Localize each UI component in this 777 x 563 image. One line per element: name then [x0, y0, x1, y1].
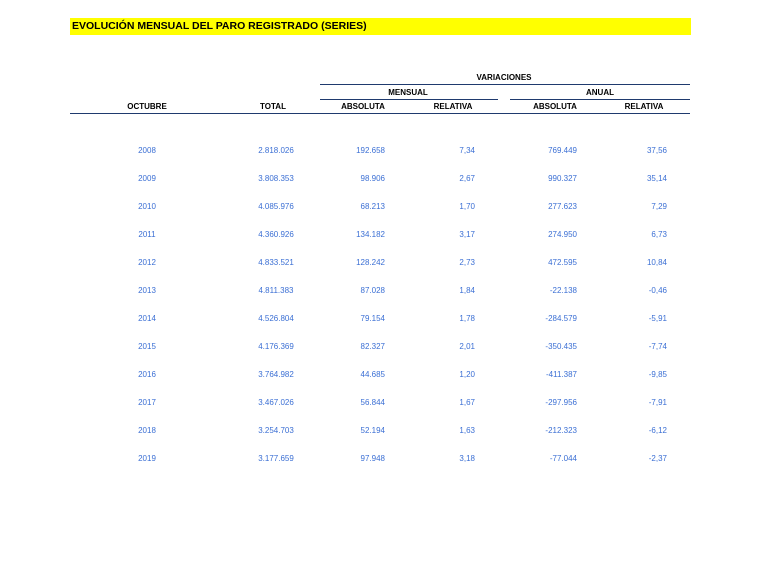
cell-anual-relativa: -2,37 — [648, 454, 667, 463]
cell-total: 4.360.926 — [258, 230, 294, 239]
cell-year: 2019 — [138, 454, 156, 463]
cell-anual-relativa: -0,46 — [648, 286, 667, 295]
cell-mensual-relativa: 2,67 — [459, 174, 475, 183]
cell-year: 2018 — [138, 426, 156, 435]
cell-anual-absoluta: -212.323 — [545, 426, 577, 435]
cell-anual-absoluta: 769.449 — [548, 146, 577, 155]
cell-anual-relativa: 35,14 — [646, 174, 667, 183]
header-rule-mensual — [320, 99, 498, 100]
cell-total: 3.177.659 — [258, 454, 294, 463]
cell-year: 2015 — [138, 342, 156, 351]
cell-mensual-absoluta: 134.182 — [356, 230, 385, 239]
cell-total: 3.467.026 — [258, 398, 294, 407]
cell-total: 2.818.026 — [258, 146, 294, 155]
cell-mensual-relativa: 1,20 — [459, 370, 475, 379]
cell-mensual-relativa: 2,73 — [459, 258, 475, 267]
cell-anual-absoluta: 990.327 — [548, 174, 577, 183]
cell-mensual-absoluta: 87.028 — [360, 286, 385, 295]
cell-mensual-relativa: 3,18 — [459, 454, 475, 463]
cell-mensual-relativa: 1,67 — [459, 398, 475, 407]
header-relativa-anual: RELATIVA — [624, 102, 664, 111]
cell-mensual-absoluta: 52.194 — [360, 426, 385, 435]
cell-mensual-absoluta: 79.154 — [360, 314, 385, 323]
cell-mensual-absoluta: 128.242 — [356, 258, 385, 267]
cell-mensual-relativa: 3,17 — [459, 230, 475, 239]
cell-mensual-absoluta: 44.685 — [360, 370, 385, 379]
page-title: EVOLUCIÓN MENSUAL DEL PARO REGISTRADO (SERIES) — [72, 20, 367, 32]
cell-total: 3.254.703 — [258, 426, 294, 435]
header-absoluta-anual: ABSOLUTA — [533, 102, 577, 111]
cell-year: 2010 — [138, 202, 156, 211]
cell-mensual-absoluta: 82.327 — [360, 342, 385, 351]
header-total: TOTAL — [260, 102, 286, 111]
cell-anual-relativa: 37,56 — [646, 146, 667, 155]
cell-mensual-absoluta: 56.844 — [360, 398, 385, 407]
cell-anual-absoluta: 472.595 — [548, 258, 577, 267]
cell-anual-absoluta: 277.623 — [548, 202, 577, 211]
cell-mensual-relativa: 1,84 — [459, 286, 475, 295]
header-rule-anual — [510, 99, 690, 100]
cell-mensual-absoluta: 97.948 — [360, 454, 385, 463]
cell-total: 3.808.353 — [258, 174, 294, 183]
cell-anual-absoluta: -284.579 — [545, 314, 577, 323]
cell-year: 2013 — [138, 286, 156, 295]
cell-mensual-relativa: 1,63 — [459, 426, 475, 435]
cell-year: 2011 — [138, 230, 156, 239]
cell-mensual-relativa: 1,78 — [459, 314, 475, 323]
cell-year: 2016 — [138, 370, 156, 379]
cell-mensual-absoluta: 68.213 — [360, 202, 385, 211]
cell-anual-relativa: -6,12 — [648, 426, 667, 435]
cell-year: 2008 — [138, 146, 156, 155]
cell-anual-absoluta: -411.387 — [546, 370, 577, 379]
header-octubre: OCTUBRE — [127, 102, 167, 111]
cell-anual-absoluta: -297.956 — [545, 398, 577, 407]
cell-total: 3.764.982 — [258, 370, 294, 379]
header-absoluta-mensual: ABSOLUTA — [341, 102, 385, 111]
cell-anual-relativa: -5,91 — [648, 314, 667, 323]
cell-total: 4.526.804 — [258, 314, 294, 323]
cell-year: 2009 — [138, 174, 156, 183]
cell-total: 4.811.383 — [258, 286, 294, 295]
cell-mensual-absoluta: 192.658 — [356, 146, 385, 155]
header-rule-bottom — [70, 113, 690, 114]
cell-year: 2012 — [138, 258, 156, 267]
title-banner — [70, 18, 691, 35]
cell-anual-relativa: 10,84 — [646, 258, 667, 267]
cell-year: 2014 — [138, 314, 156, 323]
cell-anual-absoluta: -77.044 — [549, 454, 577, 463]
cell-total: 4.176.369 — [258, 342, 294, 351]
header-mensual: MENSUAL — [388, 88, 428, 97]
cell-mensual-relativa: 7,34 — [459, 146, 475, 155]
cell-anual-relativa: -7,74 — [648, 342, 667, 351]
cell-mensual-relativa: 1,70 — [459, 202, 475, 211]
cell-anual-absoluta: -22.138 — [549, 286, 577, 295]
header-rule-variaciones — [320, 84, 690, 85]
cell-mensual-absoluta: 98.906 — [360, 174, 385, 183]
cell-total: 4.833.521 — [258, 258, 294, 267]
cell-anual-relativa: 7,29 — [651, 202, 667, 211]
header-variaciones: VARIACIONES — [476, 73, 532, 82]
cell-anual-relativa: -7,91 — [648, 398, 667, 407]
cell-anual-absoluta: -350.435 — [545, 342, 577, 351]
cell-anual-relativa: 6,73 — [651, 230, 667, 239]
cell-anual-relativa: -9,85 — [648, 370, 667, 379]
header-relativa-mensual: RELATIVA — [433, 102, 473, 111]
header-anual: ANUAL — [586, 88, 614, 97]
cell-mensual-relativa: 2,01 — [459, 342, 475, 351]
cell-total: 4.085.976 — [258, 202, 294, 211]
cell-anual-absoluta: 274.950 — [548, 230, 577, 239]
cell-year: 2017 — [138, 398, 156, 407]
